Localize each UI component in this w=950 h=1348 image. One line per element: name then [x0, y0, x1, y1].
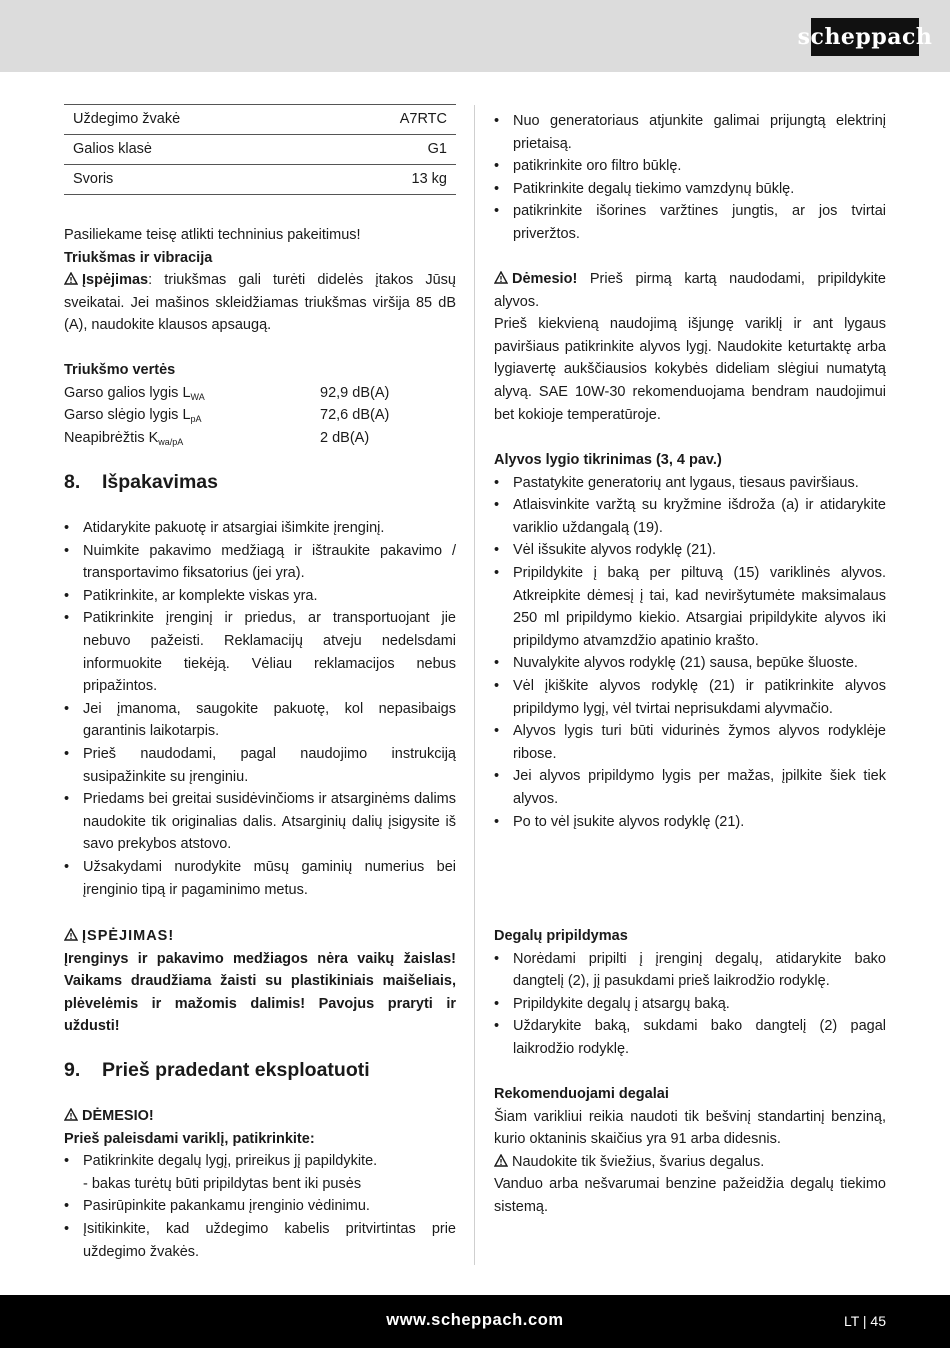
fuel-heading: Degalų pripildymas — [494, 928, 628, 944]
check-heading: Prieš paleisdami variklį, patikrinkite: — [64, 1130, 315, 1147]
list-item: Garso slėgio lygis $L_{pA}$ 72,6 dB(A) — [64, 407, 390, 425]
list-item: • Pasirūpinkite pakankamu įrenginio vėdinimu. — [64, 1195, 456, 1218]
footer-url[interactable]: www.scheppach.com — [386, 1311, 564, 1329]
list-item: • Patikrinkite įrenginį ir priedus, ar transportuojant jie nebuvo pažeisti. Reklamacijų atveju nedelsdami informuokite tiekėją. Vėliau reklamacijos nebus pripažintos. — [64, 607, 456, 697]
warning-triangle-icon — [64, 928, 78, 941]
noise-values-heading: Triukšmo vertės — [64, 362, 176, 378]
oil-section: Dėmesio! Prieš pirmą kartą naudodami, pripildykite alyvos. Prieš kiekvieną naudojimą išjungę variklį ir ant lygaus paviršiaus patikrinkite alyvos lygį. Naudokite keturtaktę arba lygiavertę aukščiausios kokybės dideliam slėgiui numatytą alyvą. SAE 10W-30 rekomenduojama bendram naudojimui bet kokioje temperatūroje. — [494, 268, 886, 426]
check-list — [64, 1150, 456, 1173]
scheppach-logo: scheppach — [811, 18, 919, 56]
oil-paragraph: Prieš kiekvieną naudojimą išjungę variklį ir ant lygaus paviršiaus patikrinkite alyvos lygį. Naudokite keturtaktę arba lygiavertę aukščiausios kokybės dideliam slėgiui numatytą alyvą. SAE 10W-30 rekomenduojama bendram naudojimui bet kokioje temperatūroje. — [494, 316, 886, 423]
footer-bar — [0, 1295, 950, 1348]
unpack-list — [64, 517, 456, 901]
list-item: • Pastatykite generatorių ant lygaus, tiesaus paviršiaus. — [494, 472, 886, 495]
list-item: • Priedams bei greitai susidėvinčioms ir atsarginėms dalims naudokite tik originalias dalis. Atsarginių dalių įsigysite iš savo prekybos atstovo. — [64, 788, 456, 856]
generator-check-list — [494, 110, 886, 246]
page-number: LT | 45 — [843, 1313, 886, 1329]
list-item: • Atidarykite pakuotę ir atsargiai išimkite įrenginį. — [64, 517, 456, 540]
oil-check-section — [494, 449, 886, 833]
list-item: • Įsitikinkite, kad uždegimo kabelis pritvirtintas prie uždegimo žvakės. — [64, 1218, 456, 1263]
table-row: Svoris 13 kg — [64, 165, 456, 195]
rec-heading: Rekomenduojami degalai — [494, 1086, 669, 1102]
list-item: • Jei alyvos pripildymo lygis per mažas, įpilkite šiek tiek alyvos. — [494, 765, 886, 810]
list-item: • Atlaisvinkite varžtą su kryžmine išdroža (a) ir atidarykite variklio uždangalą (19). — [494, 494, 886, 539]
warning-triangle-icon — [64, 272, 78, 285]
warning-triangle-icon — [494, 271, 508, 284]
child-warning-text: Įrenginys ir pakavimo medžiagos nėra vaikų žaislas! Vaikams draudžiama žaisti su plastikiniais maišeliais, plėvelėmis ir mažomis dalimis! Pavojus praryti ir uždusti! — [64, 950, 456, 1035]
check-note: - bakas turėtų būti pripildytas bent iki pusės — [83, 1175, 362, 1192]
rec-text-2: Vanduo arba nešvarumai benzine pažeidžia degalų tiekimo sistemą. — [494, 1176, 886, 1215]
noise-section — [64, 224, 456, 337]
noise-warning: Įspėjimas: triukšmas gali turėti didelės įtakos Jūsų sveikatai. Jei mašinos skleidžiamas triukšmas viršija 85 dB (A), naudokite klausos apsaugą. — [64, 272, 456, 334]
section-8-heading: 8. Išpakavimas — [64, 471, 219, 493]
fuel-section — [494, 925, 886, 1061]
list-item: • Nuo generatoriaus atjunkite galimai prijungtą elektrinį prietaisą. — [494, 110, 886, 155]
list-item: • Patikrinkite degalų tiekimo vamzdynų būklę. — [494, 178, 886, 201]
table-row: Uždegimo žvakė A7RTC — [64, 105, 456, 135]
list-item: • Uždarykite baką, sukdami bako dangtelį (2) pagal laikrodžio rodyklę. — [494, 1015, 886, 1060]
list-item: • patikrinkite išorines varžtines jungtis, ar jos tvirtai priveržtos. — [494, 200, 886, 245]
list-item: Neapibrėžtis $K_{wa/pA}$ 2 dB(A) — [64, 429, 370, 447]
noise-values — [64, 359, 456, 449]
list-item: • Patikrinkite, ar komplekte viskas yra. — [64, 585, 456, 608]
tech-change-note: Pasiliekame teisę atlikti techninius pakeitimus! — [64, 227, 361, 243]
fuel-list — [494, 948, 886, 1061]
recommended-fuel-section: Rekomenduojami degalai Šiam varikliui reikia naudoti tik bešvinį standartinį benziną, kurio oktaninis skaičius yra 91 arba didesnis. Naudokite tik šviežius, švarius degalus. Vanduo arba nešvarumai benzine pažeidžia degalų tiekimo sistemą. — [494, 1083, 886, 1219]
spec-table — [64, 104, 456, 195]
table-row: Galios klasė G1 — [64, 135, 456, 165]
list-item: • Pripildykite degalų į atsargų baką. — [494, 993, 886, 1016]
list-item: • Pripildykite į baką per piltuvą (15) variklinės alyvos. Atkreipkite dėmesį į tai, kad neviršytumėte maksimalaus 250 ml pripildymo kiekio. Atsargiai pripildykite alyvos iki pripildymo atvamzdžio apatinio krašto. — [494, 562, 886, 652]
noise-heading: Triukšmas ir vibracija — [64, 249, 213, 266]
column-divider — [474, 105, 475, 1265]
list-item: • Prieš naudodami, pagal naudojimo instrukciją susipažinkite su įrenginiu. — [64, 743, 456, 788]
oil-check-heading: Alyvos lygio tikrinimas (3, 4 pav.) — [494, 452, 722, 468]
list-item: • Norėdami pripilti į įrenginį degalų, atidarykite bako dangtelį (2), jį pasukdami prieš laikrodžio rodyklę. — [494, 948, 886, 993]
warning-triangle-icon — [494, 1154, 508, 1167]
list-item: • Alyvos lygis turi būti vidurinės žymos alyvos rodyklėje ribose. — [494, 720, 886, 765]
list-item: • Nuvalykite alyvos rodyklę (21) sausa, bepūke šluoste. — [494, 652, 886, 675]
list-item: • Užsakydami nurodykite mūsų gaminių numerius bei įrenginio tipą ir pagaminimo metus. — [64, 856, 456, 901]
oil-check-list — [494, 472, 886, 834]
list-item: • Vėl išsukite alyvos rodyklę (21). — [494, 539, 886, 562]
list-item: • patikrinkite oro filtro būklę. — [494, 155, 886, 178]
section-9-heading: 9. Prieš pradedant eksploatuoti — [64, 1059, 370, 1081]
list-item: • Vėl įkiškite alyvos rodyklę (21) ir patikrinkite alyvos pripildymo lygį, vėl tvirtai neprisukdami alyvmačio. — [494, 675, 886, 720]
list-item: • Jei įmanoma, saugokite pakuotę, kol nepasibaigs garantinis laikotarpis. — [64, 698, 456, 743]
list-item: Garso galios lygis $L_{WA}$ 92,9 dB(A) — [64, 384, 390, 402]
child-warning: ĮSPĖJIMAS! Įrenginys ir pakavimo medžiagos nėra vaikų žaislas! Vaikams draudžiama žaisti su plastikiniais maišeliais, plėvelėmis ir mažomis dalimis! Pavojus praryti ir uždusti! — [64, 925, 456, 1038]
list-item: • Po to vėl įsukite alyvos rodyklę (21). — [494, 811, 886, 834]
rec-text: Šiam varikliui reikia naudoti tik bešvinį standartinį benziną, kurio oktaninis skaičius yra 91 arba didesnis. — [494, 1108, 886, 1148]
list-item: • Patikrinkite degalų lygį, prireikus jį papildykite. — [64, 1150, 456, 1173]
warning-triangle-icon — [64, 1108, 78, 1121]
pre-start-section: DĖMESIO! Prieš paleisdami variklį, patikrinkite: • Patikrinkite degalų lygį, prireikus jį papildykite. - bakas turėtų būti pripildytas bent iki pusės • Pasirūpinkite pakankamu įrenginio vėdinimu. • Įsitikinkite, kad uždegimo kabelis pritvirtintas prie uždegimo žvakės. — [64, 1105, 456, 1263]
list-item: • Nuimkite pakavimo medžiagą ir ištraukite pakavimo / transportavimo fiksatorius (jei yra). — [64, 540, 456, 585]
